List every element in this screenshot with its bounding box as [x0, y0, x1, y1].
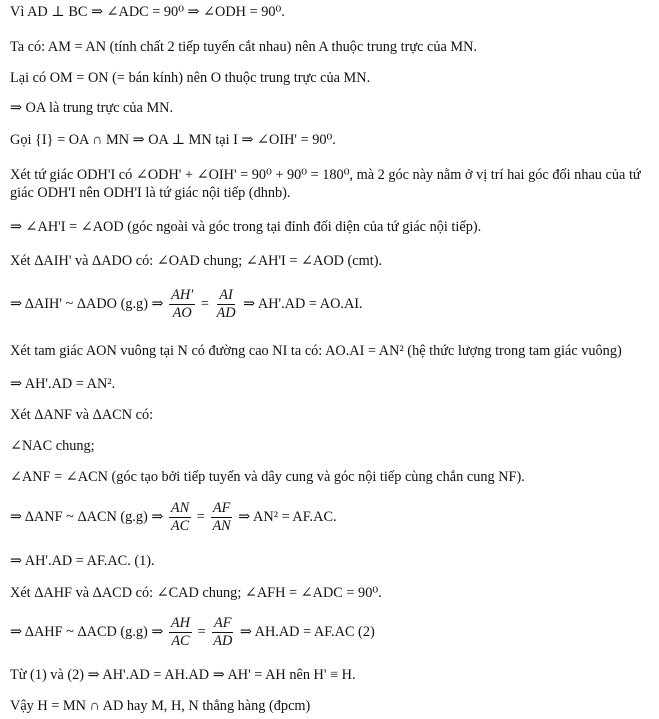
text-paragraph: Xét tứ giác ODH'I có ∠ODH' + ∠OIH' = 90⁰ + 90⁰ = 180⁰, mà 2 góc này nằm ở vị trí hai góc đối nhau của tứ giác ODH'I nên ODH'I là tứ giác nội tiếp (dhnb). [10, 167, 641, 201]
text-segment: ⇒ ΔAIH' ~ ΔADO (g.g) ⇒ [10, 296, 164, 312]
text-line: Xét ΔAHF và ΔACD có: ∠CAD chung; ∠AFH = ∠ADC = 90⁰. [10, 585, 382, 601]
text-line: ∠ANF = ∠ACN (góc tạo bởi tiếp tuyến và dây cung và góc nội tiếp cùng chắn cung NF). [10, 469, 525, 485]
equals-sign: = [197, 624, 206, 640]
equals-sign: = [200, 296, 209, 312]
text-segment: ⇒ ΔAHF ~ ΔACD (g.g) ⇒ [10, 624, 164, 640]
fraction-numerator: AH [170, 615, 190, 632]
equals-sign: = [196, 509, 205, 525]
fraction-numerator: AF [212, 500, 231, 517]
fraction-numerator: AH' [171, 287, 194, 304]
text-line: Lại có OM = ON (= bán kính) nên O thuộc trung trực của MN. [10, 70, 371, 86]
fraction [169, 287, 195, 322]
fraction-numerator: AF [214, 615, 232, 632]
fraction [169, 615, 192, 650]
fraction-denominator: AC [171, 633, 190, 650]
text-line: ⇒ ∠AH'I = ∠AOD (góc ngoài và góc trong tại đỉnh đối diện của tứ giác nội tiếp). [10, 219, 482, 235]
fraction-denominator: AO [172, 305, 192, 322]
fraction [214, 287, 237, 322]
text-segment: ⇒ ΔANF ~ ΔACN (g.g) ⇒ [10, 509, 164, 525]
text-line: Xét tam giác AON vuông tại N có đường cao NI ta có: AO.AI = AN² (hệ thức lượng trong tam giác vuông) [10, 343, 622, 359]
text-line: Từ (1) và (2) ⇒ AH'.AD = AH.AD ⇒ AH' = AH nên H' ≡ H. [10, 667, 356, 683]
fraction-line [10, 614, 651, 650]
fraction-line [10, 286, 651, 322]
text-line: Vì AD ⊥ BC ⇒ ∠ADC = 90⁰ ⇒ ∠ODH = 90⁰. [10, 4, 285, 20]
fraction-denominator: AD [213, 633, 233, 650]
text-segment: ⇒ AH.AD = AF.AC (2) [239, 624, 375, 640]
text-segment: ⇒ AH'.AD = AO.AI. [243, 296, 363, 312]
text-line: Ta có: AM = AN (tính chất 2 tiếp tuyến cắt nhau) nên A thuộc trung trực của MN. [10, 39, 478, 55]
text-line: Xét ΔANF và ΔACN có: [10, 407, 154, 423]
fraction [211, 615, 234, 650]
text-line: ⇒ AH'.AD = AF.AC. (1). [10, 553, 155, 569]
fraction-line [10, 499, 651, 535]
fraction-denominator: AN [212, 518, 231, 535]
fraction-denominator: AC [170, 518, 190, 535]
text-segment: ⇒ AN² = AF.AC. [238, 509, 337, 525]
text-line: Vậy H = MN ∩ AD hay M, H, N thẳng hàng (đpcm) [10, 698, 311, 714]
text-line: Xét ΔAIH' và ΔADO có: ∠OAD chung; ∠AH'I = ∠AOD (cmt). [10, 253, 383, 269]
fraction-numerator: AI [219, 287, 233, 304]
fraction [169, 500, 191, 535]
text-line: Gọi {I} = OA ∩ MN ⇒ OA ⊥ MN tại I ⇒ ∠OIH' = 90⁰. [10, 132, 336, 148]
text-line: ⇒ OA là trung trực của MN. [10, 100, 174, 116]
fraction-denominator: AD [216, 305, 236, 322]
text-line: ⇒ AH'.AD = AN². [10, 376, 116, 392]
fraction [210, 500, 232, 535]
fraction-numerator: AN [170, 500, 190, 517]
text-line: ∠NAC chung; [10, 438, 95, 454]
